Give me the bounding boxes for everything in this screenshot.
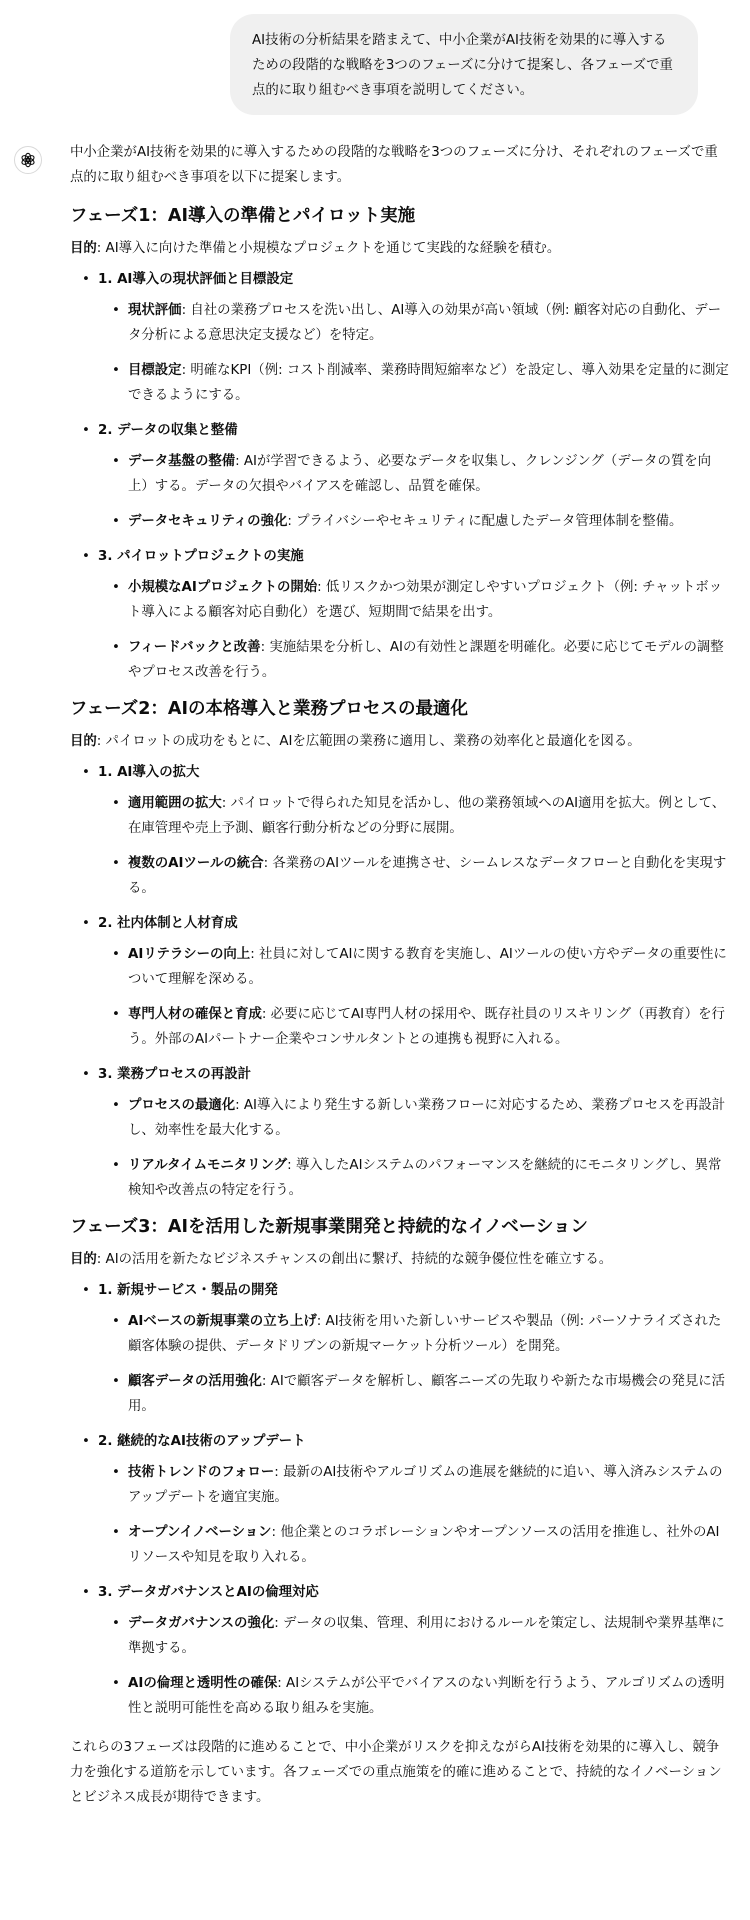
detail-text: : 各業務のAIツールを連携させ、シームレスなデータフローと自動化を実現する。	[128, 856, 727, 896]
bullet-icon: •	[112, 856, 120, 871]
detail-list	[98, 575, 730, 685]
bullet-icon: •	[82, 765, 90, 780]
detail-term: オープンイノベーション	[128, 1525, 272, 1540]
detail-item	[98, 1309, 730, 1359]
detail-list	[98, 942, 730, 1052]
phase-goal	[70, 1247, 730, 1272]
detail-list	[98, 1460, 730, 1570]
detail-term: AIベースの新規事業の立ち上げ	[128, 1314, 317, 1329]
detail-item	[98, 1460, 730, 1510]
bullet-icon: •	[112, 1525, 120, 1540]
detail-item	[98, 575, 730, 625]
detail-text: : AIシステムが公平でバイアスのない判断を行うよう、アルゴリズムの透明性と説明可能性を高める取り組みを実施。	[128, 1676, 725, 1716]
detail-term: データセキュリティの強化	[128, 514, 288, 529]
detail-list	[98, 1093, 730, 1203]
phases-container	[70, 202, 730, 1721]
detail-item	[98, 635, 730, 685]
detail-term: 目標設定	[128, 363, 182, 378]
goal-text: : AI導入に向けた準備と小規模なプロジェクトを通じて実践的な経験を積む。	[96, 241, 561, 256]
detail-item	[98, 1520, 730, 1570]
detail-text: : 導入したAIシステムのパフォーマンスを継続的にモニタリングし、異常検知や改善点の特定を行う。	[128, 1158, 722, 1198]
section-title: 1. 新規サービス・製品の開発	[98, 1283, 278, 1298]
section-title: 1. AI導入の拡大	[98, 765, 200, 780]
phase-block	[70, 202, 730, 685]
bullet-icon: •	[112, 1158, 120, 1173]
detail-list	[98, 298, 730, 408]
detail-text: : 他企業とのコラボレーションやオープンソースの活用を推進し、社外のAIリソースや知見を取り入れる。	[128, 1525, 720, 1565]
section-item	[70, 1062, 730, 1203]
detail-text: : 自社の業務プロセスを洗い出し、AI導入の効果が高い領域（例: 顧客対応の自動化、データ分析による意思決定支援など）を特定。	[128, 303, 722, 343]
phase-title: フェーズ3：AIを活用した新規事業開発と持続的なイノベーション	[70, 1217, 589, 1237]
detail-text: : 社員に対してAIに関する教育を実施し、AIツールの使い方やデータの重要性について理解を深める。	[128, 947, 727, 987]
detail-term: 複数のAIツールの統合	[128, 856, 264, 871]
bullet-icon: •	[82, 1434, 90, 1449]
closing-paragraph: これらの3フェーズは段階的に進めることで、中小企業がリスクを抑えながらAI技術を効果的に導入し、競争力を強化する道筋を示しています。各フェーズでの重点施策を的確に進めることで、持続的なイノベーションとビジネス成長が期待できます。	[70, 1740, 722, 1805]
bullet-icon: •	[82, 916, 90, 931]
detail-term: データガバナンスの強化	[128, 1616, 275, 1631]
bullet-icon: •	[82, 272, 90, 287]
section-title: 3. 業務プロセスの再設計	[98, 1067, 251, 1082]
bullet-icon: •	[112, 1098, 120, 1113]
phase-title: フェーズ1：AI導入の準備とパイロット実施	[70, 206, 416, 226]
bullet-icon: •	[112, 303, 120, 318]
detail-item	[98, 1671, 730, 1721]
detail-item	[98, 1002, 730, 1052]
section-title: 2. 社内体制と人材育成	[98, 916, 238, 931]
section-list	[70, 267, 730, 685]
detail-text: : AIが学習できるよう、必要なデータを収集し、クレンジング（データの質を向上）する。データの欠損やバイアスを確認し、品質を確保。	[128, 454, 712, 494]
detail-list	[98, 1309, 730, 1419]
bullet-icon: •	[112, 796, 120, 811]
section-item	[70, 267, 730, 408]
detail-term: AIリテラシーの向上	[128, 947, 251, 962]
phase-goal	[70, 236, 730, 261]
bullet-icon: •	[112, 580, 120, 595]
bullet-icon: •	[82, 1585, 90, 1600]
chatgpt-logo-icon	[14, 146, 42, 174]
bullet-icon: •	[82, 423, 90, 438]
bullet-icon: •	[112, 454, 120, 469]
detail-text: : 低リスクかつ効果が測定しやすいプロジェクト（例: チャットボット導入による顧客対応自動化）を選び、短期間で結果を出す。	[128, 580, 723, 620]
detail-term: プロセスの最適化	[128, 1098, 236, 1113]
detail-term: データ基盤の整備	[128, 454, 236, 469]
section-item	[70, 544, 730, 685]
section-list	[70, 760, 730, 1203]
detail-item	[98, 1093, 730, 1143]
detail-term: フィードバックと改善	[128, 640, 261, 655]
detail-text: : 明確なKPI（例: コスト削減率、業務時間短縮率など）を設定し、導入効果を定量的に測定できるようにする。	[128, 363, 729, 403]
goal-label: 目的	[70, 1252, 97, 1267]
detail-text: : 最新のAI技術やアルゴリズムの進展を継続的に追い、導入済みシステムのアップデートを適宜実施。	[128, 1465, 723, 1505]
section-item	[70, 418, 730, 534]
section-item	[70, 760, 730, 901]
detail-item	[98, 449, 730, 499]
bullet-icon: •	[112, 363, 120, 378]
goal-label: 目的	[70, 734, 97, 749]
phase-title: フェーズ2：AIの本格導入と業務プロセスの最適化	[70, 699, 468, 719]
detail-text: : 実施結果を分析し、AIの有効性と課題を明確化。必要に応じてモデルの調整やプロセス改善を行う。	[128, 640, 724, 680]
bullet-icon: •	[82, 1067, 90, 1082]
phase-block	[70, 695, 730, 1203]
phase-block	[70, 1213, 730, 1721]
assistant-message	[0, 112, 750, 1810]
section-item	[70, 911, 730, 1052]
detail-text: : パイロットで得られた知見を活かし、他の業務領域へのAI適用を拡大。例として、在庫管理や売上予測、顧客行動分析などの分野に展開。	[128, 796, 726, 836]
bullet-icon: •	[82, 549, 90, 564]
bullet-icon: •	[112, 1374, 120, 1389]
bullet-icon: •	[112, 1616, 120, 1631]
detail-text: : AIで顧客データを解析し、顧客ニーズの先取りや新たな市場機会の発見に活用。	[128, 1374, 726, 1414]
detail-list	[98, 1611, 730, 1721]
bullet-icon: •	[112, 947, 120, 962]
detail-term: 顧客データの活用強化	[128, 1374, 262, 1389]
bullet-icon: •	[112, 1314, 120, 1329]
detail-list	[98, 449, 730, 534]
section-item	[70, 1278, 730, 1419]
detail-item	[98, 791, 730, 841]
section-title: 2. 継続的なAI技術のアップデート	[98, 1434, 306, 1449]
detail-term: 専門人材の確保と育成	[128, 1007, 262, 1022]
user-message-bubble	[230, 14, 698, 115]
detail-term: 技術トレンドのフォロー	[128, 1465, 275, 1480]
detail-item	[98, 358, 730, 408]
section-title: 2. データの収集と整備	[98, 423, 238, 438]
detail-text: : AI技術を用いた新しいサービスや製品（例: パーソナライズされた顧客体験の提供、データドリブンの新規マーケット分析ツール）を開発。	[128, 1314, 722, 1354]
goal-text: : AIの活用を新たなビジネスチャンスの創出に繋げ、持続的な競争優位性を確立する。	[96, 1252, 613, 1267]
bullet-icon: •	[112, 1007, 120, 1022]
detail-text: : 必要に応じてAI専門人材の採用や、既存社員のリスキリング（再教育）を行う。外部のAIパートナー企業やコンサルタントとの連携も視野に入れる。	[128, 1007, 725, 1047]
user-message-row	[0, 0, 750, 112]
detail-item	[98, 1611, 730, 1661]
detail-text: : データの収集、管理、利用におけるルールを策定し、法規制や業界基準に準拠する。	[128, 1616, 725, 1656]
phase-goal	[70, 729, 730, 754]
assistant-message-content	[70, 140, 730, 1810]
intro-paragraph: 中小企業がAI技術を効果的に導入するための段階的な戦略を3つのフェーズに分け、それぞれのフェーズで重点的に取り組むべき事項を以下に提案します。	[70, 145, 718, 185]
detail-text: : プライバシーやセキュリティに配慮したデータ管理体制を整備。	[287, 514, 683, 529]
bullet-icon: •	[82, 1283, 90, 1298]
detail-term: AIの倫理と透明性の確保	[128, 1676, 278, 1691]
section-item	[70, 1580, 730, 1721]
section-item	[70, 1429, 730, 1570]
bullet-icon: •	[112, 640, 120, 655]
detail-term: 現状評価	[128, 303, 182, 318]
detail-term: 適用範囲の拡大	[128, 796, 222, 811]
detail-item	[98, 509, 730, 534]
detail-term: リアルタイムモニタリング	[128, 1158, 288, 1173]
detail-item	[98, 1369, 730, 1419]
detail-text: : AI導入により発生する新しい業務フローに対応するため、業務プロセスを再設計し、効率性を最大化する。	[128, 1098, 726, 1138]
detail-item	[98, 942, 730, 992]
goal-label: 目的	[70, 241, 97, 256]
detail-item	[98, 851, 730, 901]
bullet-icon: •	[112, 1465, 120, 1480]
section-title: 1. AI導入の現状評価と目標設定	[98, 272, 294, 287]
bullet-icon: •	[112, 514, 120, 529]
detail-item	[98, 298, 730, 348]
user-message-text: AI技術の分析結果を踏まえて、中小企業がAI技術を効果的に導入するための段階的な戦略を3つのフェーズに分けて提案し、各フェーズで重点的に取り組むべき事項を説明してください。	[252, 33, 673, 98]
section-title: 3. データガバナンスとAIの倫理対応	[98, 1585, 319, 1600]
detail-item	[98, 1153, 730, 1203]
section-list	[70, 1278, 730, 1721]
goal-text: : パイロットの成功をもとに、AIを広範囲の業務に適用し、業務の効率化と最適化を図る。	[96, 734, 641, 749]
detail-term: 小規模なAIプロジェクトの開始	[128, 580, 318, 595]
detail-list	[98, 791, 730, 901]
section-title: 3. パイロットプロジェクトの実施	[98, 549, 304, 564]
bullet-icon: •	[112, 1676, 120, 1691]
